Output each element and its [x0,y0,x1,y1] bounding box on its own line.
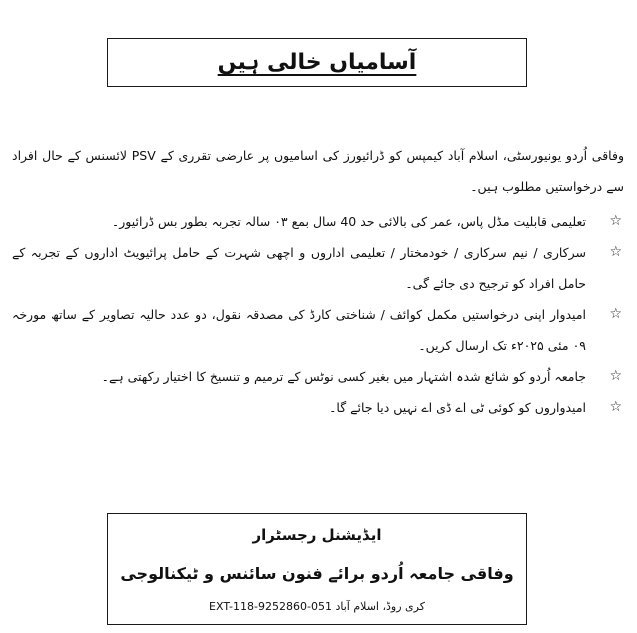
page-title: آسامیاں خالی ہیں [217,50,417,75]
star-icon: ☆ [609,368,622,384]
star-icon: ☆ [609,306,622,322]
intro-paragraph: وفاقی اُردو یونیورسٹی، اسلام آباد کیمپس کو ڈرائیورز کی اسامیوں پر عارضی تقرری کے PSV لائسنس کے حال افراد سے درخواستیں مطلوب ہیں۔ [12,148,624,194]
organization-name: وفاقی جامعہ اُردو برائے فنون سائنس و ٹیکنالوجی [120,564,514,583]
bullet-text: سرکاری / نیم سرکاری / خودمختار / تعلیمی اداروں و اچھی شہرت کے حامل پرائیویٹ اداروں کے تجربہ کے حامل افراد کو ترجیح دی جائے گی۔ [12,245,586,291]
bullet-application-deadline [12,299,624,361]
bullet-no-ta-da [12,392,624,423]
signature-box [107,513,527,625]
bullet-qualification [12,206,624,237]
bullet-text: امیدوار اپنی درخواستیں مکمل کوائف / شناختی کارڈ کی مصدقہ نقول، دو عدد حالیہ تصاویر کے ساتھ مورخہ ۰۹ مئی ۲۰۲۵ء تک ارسال کریں۔ [12,307,586,353]
star-icon: ☆ [609,213,622,229]
address-line: کری روڈ، اسلام آباد 051-9252860-EXT-118 [209,600,425,613]
bullet-amendment-rights [12,361,624,392]
bullet-text: تعلیمی قابلیت مڈل پاس، عمر کی بالائی حد 40 سال بمع ۰۳ سالہ تجربہ بطور بس ڈرائیور۔ [111,214,586,229]
bullet-text: جامعہ اُردو کو شائع شدہ اشتہار میں بغیر کسی نوٹس کے ترمیم و تنسیخ کا اختیار رکھتی ہے۔ [101,369,586,384]
bullet-text: امیدواروں کو کوئی ٹی اے ڈی اے نہیں دیا جائے گا۔ [329,400,586,415]
title-box [107,38,527,87]
bullet-preference [12,237,624,299]
designation: ایڈیشنل رجسٹرار [252,526,382,544]
star-icon: ☆ [609,399,622,415]
advertisement-body [12,140,624,423]
star-icon: ☆ [609,244,622,260]
